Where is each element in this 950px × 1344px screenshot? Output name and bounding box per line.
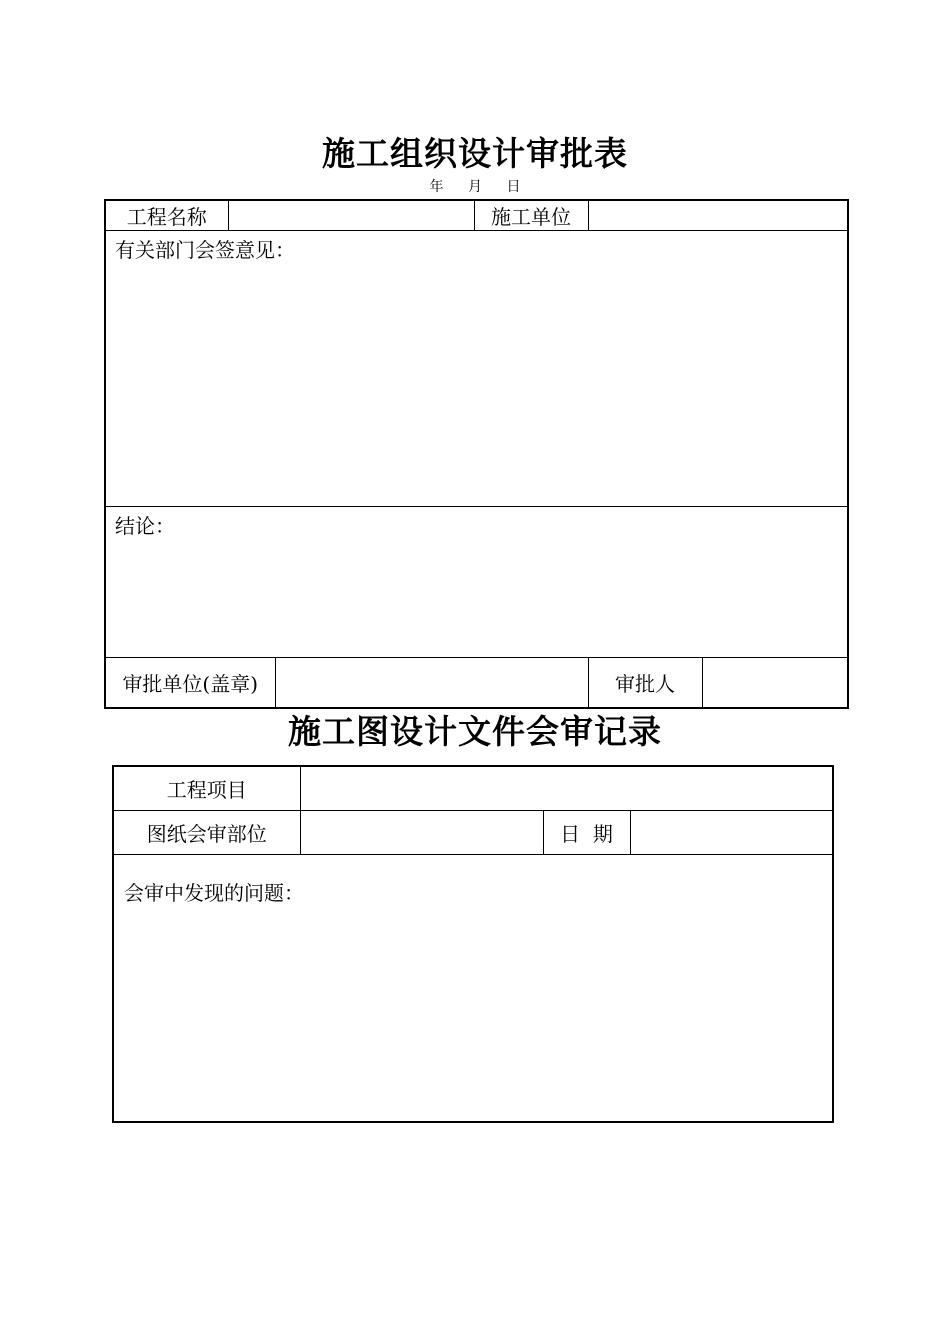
date-label: 日 期: [543, 811, 630, 855]
date-year-label: 年: [429, 179, 444, 195]
approval-form-title: 施工组织设计审批表: [322, 134, 628, 173]
construction-unit-field[interactable]: [588, 200, 848, 231]
construction-unit-label: 施工单位: [474, 200, 588, 231]
date-day-label: 日: [506, 179, 521, 195]
project-name-label: 工程名称: [105, 200, 228, 231]
construction-organization-approval-table: [104, 199, 849, 709]
form-date-line: [0, 176, 950, 196]
drawing-review-title: 施工图设计文件会审记录: [288, 712, 662, 751]
approval-unit-label: 审批单位(盖章): [105, 658, 275, 709]
project-item-field[interactable]: [300, 766, 833, 811]
approval-unit-field[interactable]: [275, 658, 588, 709]
date-month-label: 月: [468, 179, 482, 195]
project-name-field[interactable]: [228, 200, 474, 231]
approver-field[interactable]: [702, 658, 848, 709]
review-part-label: 图纸会审部位: [113, 811, 300, 855]
conclusion-area[interactable]: [105, 507, 848, 658]
approver-label: 审批人: [588, 658, 702, 709]
project-item-label: 工程项目: [113, 766, 300, 811]
issues-area[interactable]: [113, 855, 833, 1123]
dept-opinion-label: 有关部门会签意见：: [115, 238, 295, 262]
date-field[interactable]: [630, 811, 833, 855]
dept-opinion-area[interactable]: [105, 231, 848, 507]
issues-label: 会审中发现的问题：: [124, 881, 304, 905]
drawing-review-record-table: [112, 765, 834, 1123]
review-part-field[interactable]: [300, 811, 543, 855]
conclusion-label: 结论：: [115, 514, 175, 538]
